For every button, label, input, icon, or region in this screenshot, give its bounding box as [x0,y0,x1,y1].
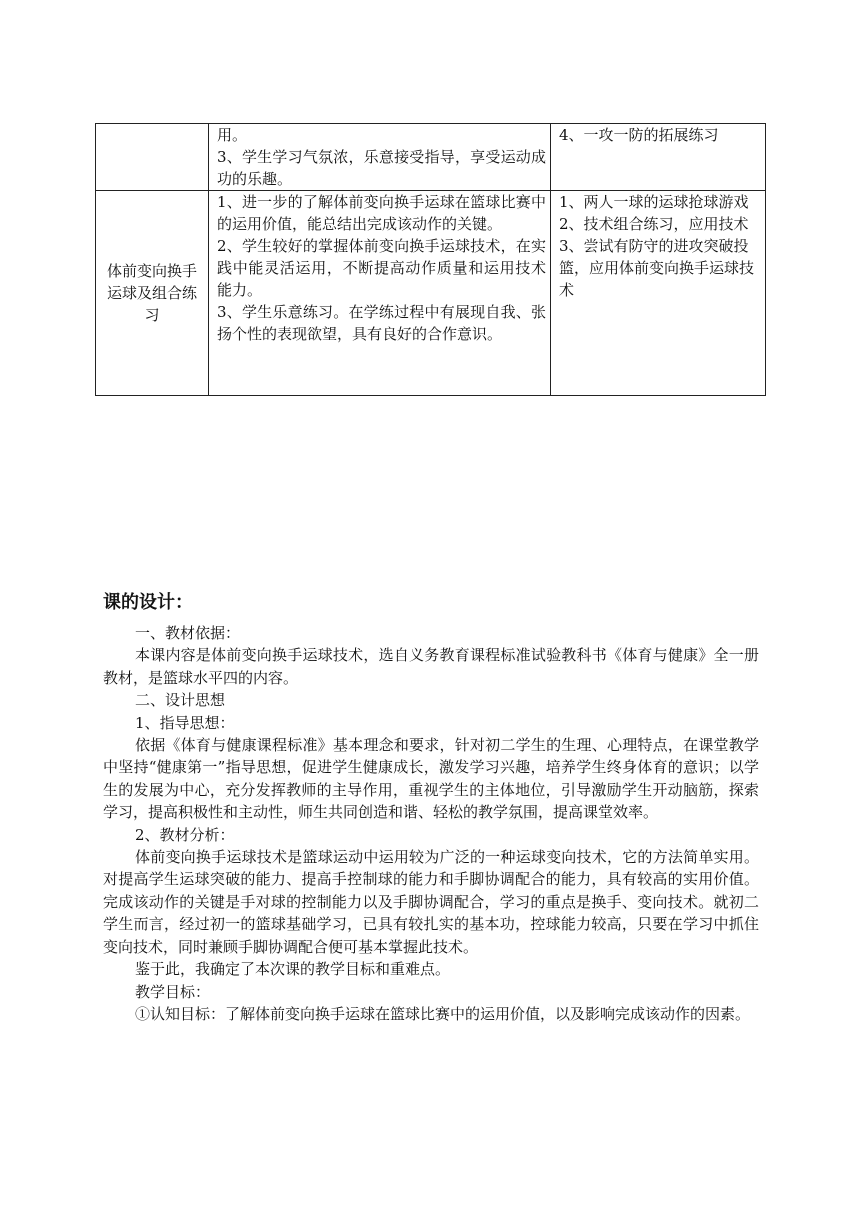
paragraph: 2、教材分析： [135,825,235,844]
practice-line: 4、一攻一防的拓展练习 [559,126,719,144]
content-cell [96,124,209,191]
paragraph: 一、教材依据： [135,624,241,642]
practice-line: 2、技术组合练习，应用技术 [559,215,749,233]
paragraph: ①认知目标：了解体前变向换手运球在篮球比赛中的运用价值，以及影响完成该动作的因素。 [135,1004,751,1023]
paragraph: 本课内容是体前变向换手运球技术，选自义务教育课程标准试验教科书《体育与健康》全一册教材，是篮球水平四的内容。 [103,646,759,687]
content-name: 体前变向换手运球及组合练习 [106,262,197,324]
goals-cell [209,191,551,396]
design-body [103,622,759,1025]
goal-line: 1、进一步的了解体前变向换手运球在篮球比赛中的运用价值，能总结出完成该动作的关键。 [217,193,546,233]
goal-line: 用。 [217,126,248,144]
paragraph: 依据《体育与健康课程标准》基本理念和要求，针对初二学生的生理、心理特点，在课堂教学中坚持“健康第一”指导思想，促进学生健康成长，激发学习兴趣，培养学生终身体育的意识；以学生的发展为中心，充分发挥教师的主导作用，重视学生的主体地位，引导激励学生开动脑筋，探索学习，提高积极性和主动性，师生共同创造和谐、轻松的教学氛围，提高课堂效率。 [103,736,759,822]
paragraph: 二、设计思想 [135,691,226,710]
table-row [96,124,766,191]
paragraph: 1、指导思想： [135,713,235,732]
goals-cell [209,124,551,191]
content-cell [96,191,209,396]
goal-line: 3、学生学习气氛浓，乐意接受指导，享受运动成功的乐趣。 [217,148,546,188]
practice-cell [551,124,766,191]
table-row [96,191,766,396]
practice-cell [551,191,766,396]
practice-line: 1、两人一球的运球抢球游戏 [559,193,749,211]
practice-line: 3、尝试有防守的进攻突破投篮，应用体前变向换手运球技术 [559,237,755,299]
lesson-objectives-table [95,123,766,396]
goal-line: 3、学生乐意练习。在学练过程中有展现自我、张扬个性的表现欲望，具有良好的合作意识。 [217,303,546,343]
paragraph: 鉴于此，我确定了本次课的教学目标和重难点。 [135,960,451,979]
paragraph: 体前变向换手运球技术是篮球运动中运用较为广泛的一种运球变向技术，它的方法简单实用。对提高学生运球突破的能力、提高手控制球的能力和手脚协调配合的能力，具有较高的实用价值。完成该动作的关键是手对球的控制能力以及手脚协调配合，学习的重点是换手、变向技术。就初二学生而言，经过初一的篮球基础学习，已具有较扎实的基本功，控球能力较高，只要在学习中抓住变向技术，同时兼顾手脚协调配合便可基本掌握此技术。 [103,848,759,956]
goal-line: 2、学生较好的掌握体前变向换手运球技术，在实践中能灵活运用，不断提高动作质量和运用技术能力。 [217,237,546,299]
paragraph: 教学目标： [135,982,211,1001]
section-title: 课的设计： [103,592,193,613]
